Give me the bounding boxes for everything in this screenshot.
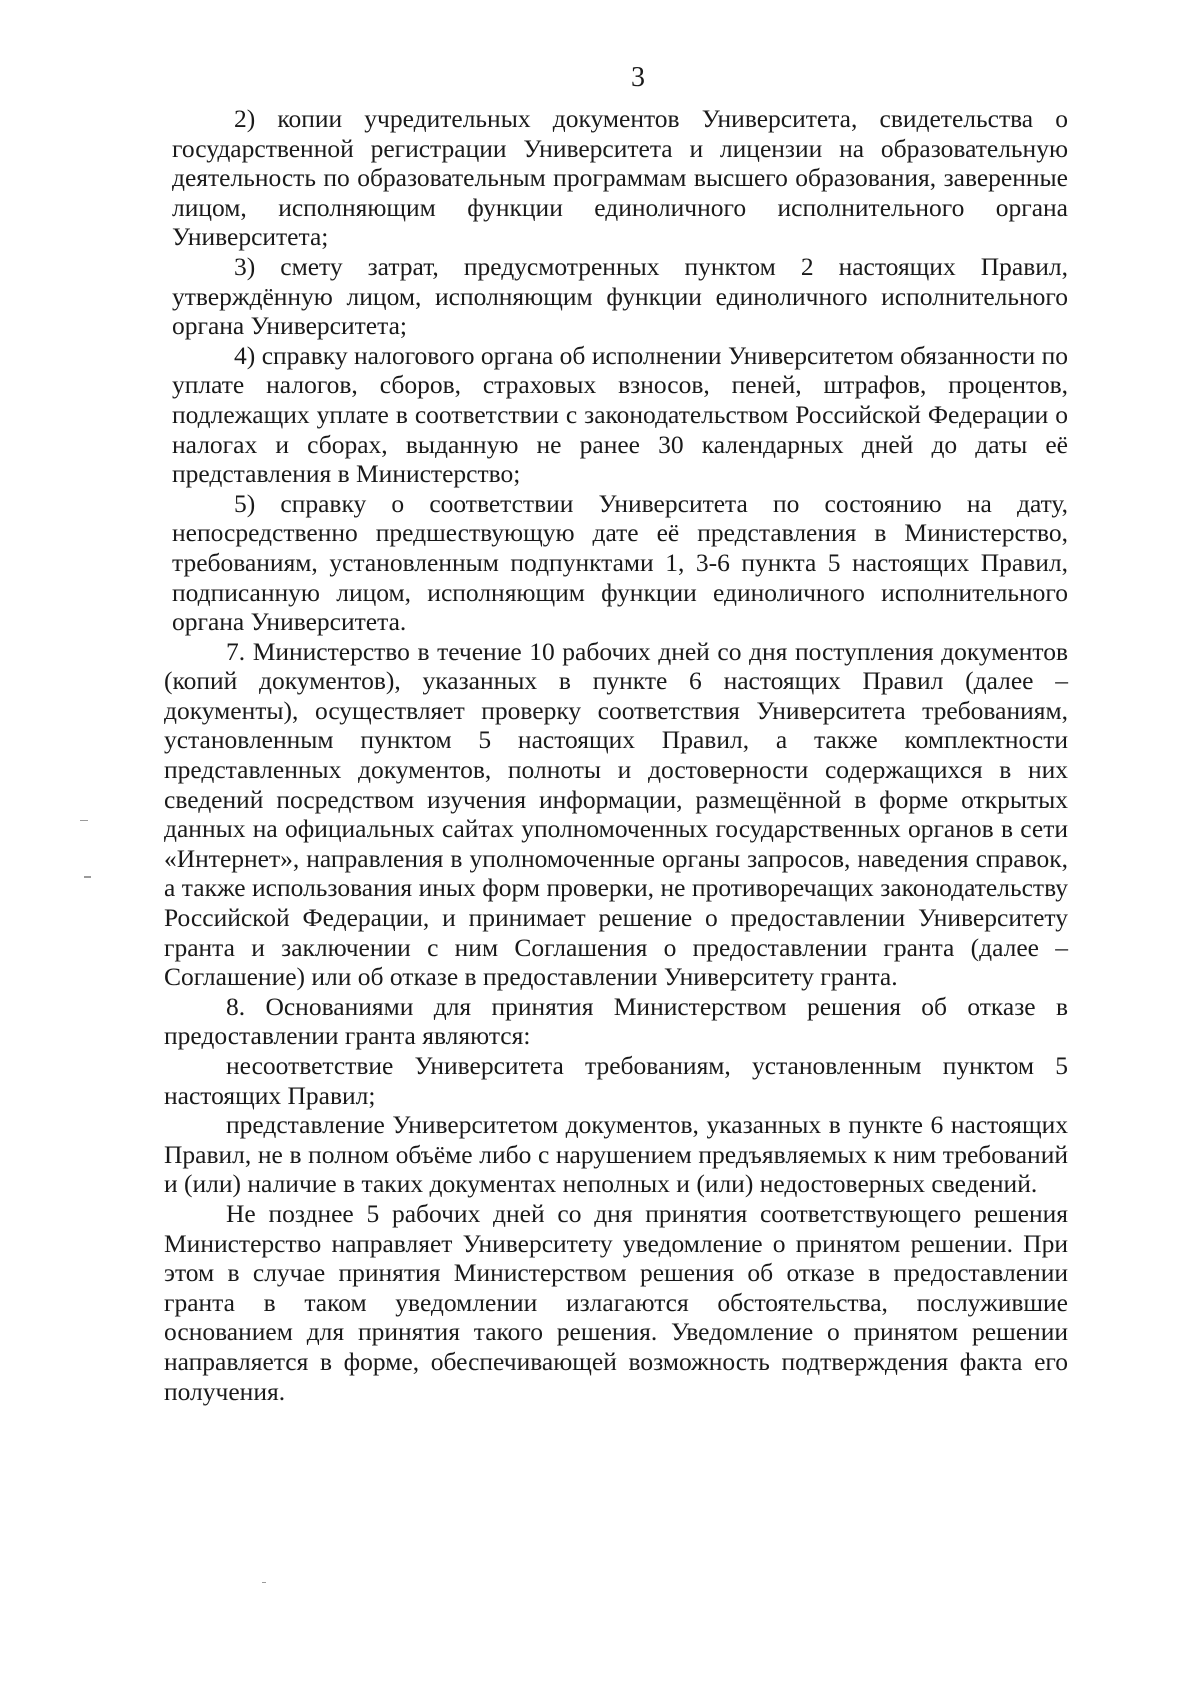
paragraph-item-3: 3) смету затрат, предусмотренных пунктом 2 настоящих Правил, утверждённую лицом, исполняющим функции единоличного исполнительного органа Университета; — [172, 251, 1068, 341]
paragraph-clause-7: 7. Министерство в течение 10 рабочих дней со дня поступления документов (копий документов), указанных в пункте 6 настоящих Правил (далее – документы), осуществляет проверку соответствия Университета требованиям, установленным пунктом 5 настоящих Правил, а также комплектности представленных документов, полноты и достоверности содержащихся в них сведений посредством изучения информации, размещённой в форме открытых данных на официальных сайтах уполномоченных государственных органов в сети «Интернет», направления в уполномоченные органы запросов, наведения справок, а также использования иных форм проверки, не противоречащих законодательству Российской Федерации, и принимает решение о предоставлении Университету гранта и заключении с ним Соглашения о предоставлении гранта (далее – Соглашение) или об отказе в предоставлении Университету гранта. — [164, 636, 1068, 992]
paragraph-refusal-ground-1: несоответствие Университета требованиям, установленным пунктом 5 настоящих Правил; — [164, 1051, 1068, 1110]
scan-mark — [262, 1582, 266, 1583]
paragraph-item-4: 4) справку налогового органа об исполнении Университетом обязанности по уплате налогов, сборов, страховых взносов, пеней, штрафов, процентов, подлежащих уплате в соответствии с законодательством Российской Федерации о налогах и сборах, выданную не ранее 30 календарных дней до даты её представления в Министерство; — [172, 340, 1068, 489]
scan-mark — [84, 876, 91, 878]
document-body — [164, 104, 1068, 1406]
paragraph-item-2: 2) копии учредительных документов Университета, свидетельства о государственной регистрации Университета и лицензии на образовательную деятельность по образовательным программам высшего образования, заверенные лицом, исполняющим функции единоличного исполнительного органа Университета; — [172, 104, 1068, 252]
scan-mark — [80, 820, 88, 821]
paragraph-item-5: 5) справку о соответствии Университета по состоянию на дату, непосредственно предшествующую дате её представления в Министерство, требованиям, установленным подпунктами 1, 3-6 пункта 5 настоящих Правил, подписанную лицом, исполняющим функции единоличного исполнительного органа Университета. — [172, 488, 1068, 637]
paragraph-notification: Не позднее 5 рабочих дней со дня принятия соответствующего решения Министерство направляет Университету уведомление о принятом решении. При этом в случае принятия Министерством решения об отказе в предоставлении гранта в таком уведомлении излагаются обстоятельства, послужившие основанием для принятия такого решения. Уведомление о принятом решении направляется в форме, обеспечивающей возможность подтверждения факта его получения. — [164, 1198, 1068, 1406]
page-number: 3 — [631, 62, 645, 93]
paragraph-refusal-ground-2: представление Университетом документов, указанных в пункте 6 настоящих Правил, не в полном объёме либо с нарушением предъявляемых к ним требований и (или) наличие в таких документах неполных и (или) недостоверных сведений. — [164, 1110, 1068, 1199]
paragraph-clause-8: 8. Основаниями для принятия Министерством решения об отказе в предоставлении гранта являются: — [164, 991, 1068, 1051]
